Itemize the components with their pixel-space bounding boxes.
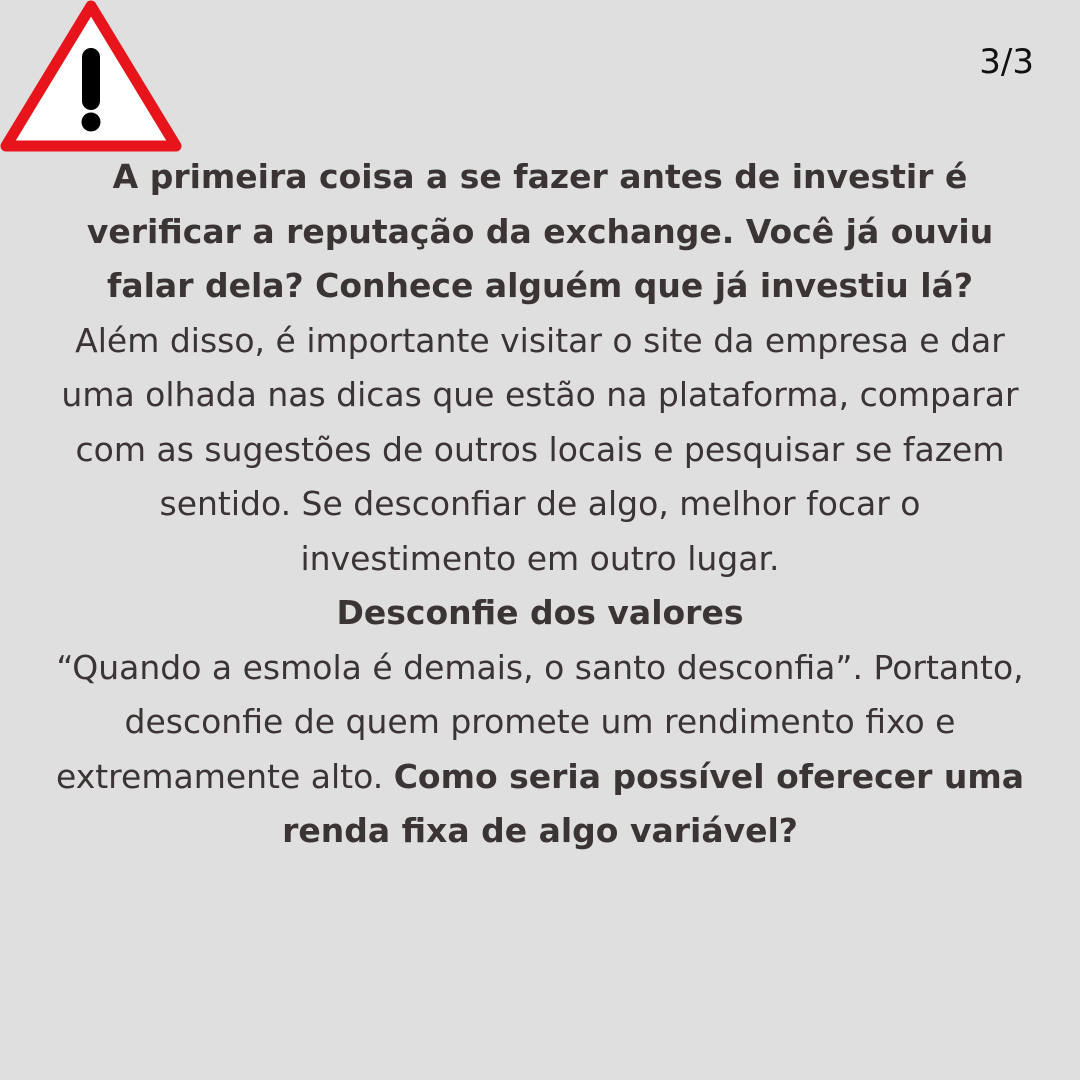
main-content (50, 150, 1030, 859)
advice-paragraph: Além disso, é importante visitar o site da empresa e dar uma olhada nas dicas que estão na plataforma, comparar com as sugestões de outros locais e pesquisar se fazem sentido. Se desconfiar de algo, melhor focar o investimento em outro lugar. (61, 320, 1019, 578)
closing-question: Como seria possível oferecer uma renda fixa de algo variável? (282, 756, 1025, 850)
section-body: Portanto, desconfie de quem promete um rendimento fixo e extremamente alto. (55, 647, 1024, 796)
page-counter: 3/3 (979, 42, 1034, 82)
section-paragraph (50, 641, 1030, 859)
warning-icon (0, 0, 182, 156)
intro-question: A primeira coisa a se fazer antes de investir é verificar a reputação da exchange. Você já ouviu falar dela? Conhece alguém que já investiu lá? (86, 157, 994, 305)
section-heading: Desconfie dos valores (336, 593, 744, 632)
section-quote: “Quando a esmola é demais, o santo desconfia”. (56, 647, 863, 687)
